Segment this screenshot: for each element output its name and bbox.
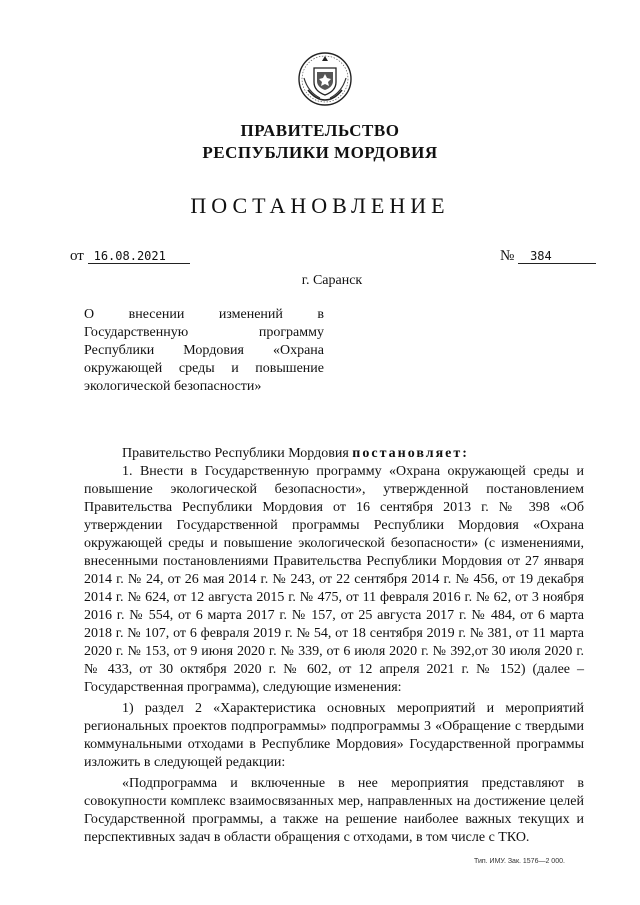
date-value: 16.08.2021 <box>88 249 190 264</box>
government-title-line2: РЕСПУБЛИКИ МОРДОВИЯ <box>202 143 438 162</box>
intro-line <box>84 445 584 463</box>
city: г. Саранск <box>301 273 363 288</box>
intro-plain: Правительство Республики Мордовия <box>122 446 353 461</box>
paragraph-3: «Подпрограмма и включенные в нее мероприятия представляют в совокупности комплекс взаимосвязанных мер, направленных на достижение целей Государственной программы, а также на решение наиболее важных текущих и перспективных задач в области обращения с отходами, в том числе с ТКО. <box>84 776 584 845</box>
paragraph-1: 1. Внести в Государственную программу «Охрана окружающей среды и повышение экологической безопасности», утвержденной постановлением Правительства Республики Мордовия от 16 сентября 2013 г. № 398 «Об утверждении Государственной программы Республики Мордовия «Охрана окружающей среды и повышение экологической безопасности» (с изменениями, внесенными постановлениями Правительства Республики Мордовия от 27 января 2014 г. № 24, от 26 мая 2014 г. № 243, от 22 сентября 2014 г. № 456, от 19 декабря 2014 г. № 624, от 12 августа 2015 г. № 475, от 11 февраля 2016 г. № 62, от 3 ноября 2016 г. № 554, от 6 марта 2017 г. № 157, от 25 августа 2017 г. № 484, от 6 марта 2018 г. № 107, от 6 февраля 2019 г. № 54, от 18 сентября 2019 г. № 381, от 11 марта 2020 г. № 153, от 9 июня 2020 г. № 339, от 6 июля 2020 г. № 392,от 30 июля 2020 г.№ 433, от 30 октября 2020 г. № 602, от 12 апреля 2021 г. № 152) (далее – Государственная программа), следующие изменения: <box>84 464 584 695</box>
number-value: 384 <box>518 249 596 264</box>
number-line <box>500 248 596 265</box>
date-line <box>70 248 190 265</box>
print-info: Тип. ИМУ. Зак. 1576—2 000. <box>474 858 565 865</box>
government-title-line1: ПРАВИТЕЛЬСТВО <box>240 121 400 140</box>
document-body <box>84 445 584 847</box>
document-type: ПОСТАНОВЛЕНИЕ <box>190 193 450 218</box>
coat-of-arms-icon <box>296 50 354 108</box>
date-prefix: от <box>70 248 84 264</box>
number-prefix: № <box>500 248 515 264</box>
subject-text: О внесении изменений в Государственную программу Республики Мордовия «Охрана окружающей среды и повышение экологической безопасности» <box>84 307 324 394</box>
paragraph-2: 1) раздел 2 «Характеристика основных мероприятий и мероприятий региональных проектов подпрограммы» подпрограммы 3 «Обращение с твердыми коммунальными отходами в Республике Мордовия» Государственной программы изложить в следующей редакции: <box>84 701 584 770</box>
intro-decree-word: постановляет: <box>352 446 469 461</box>
